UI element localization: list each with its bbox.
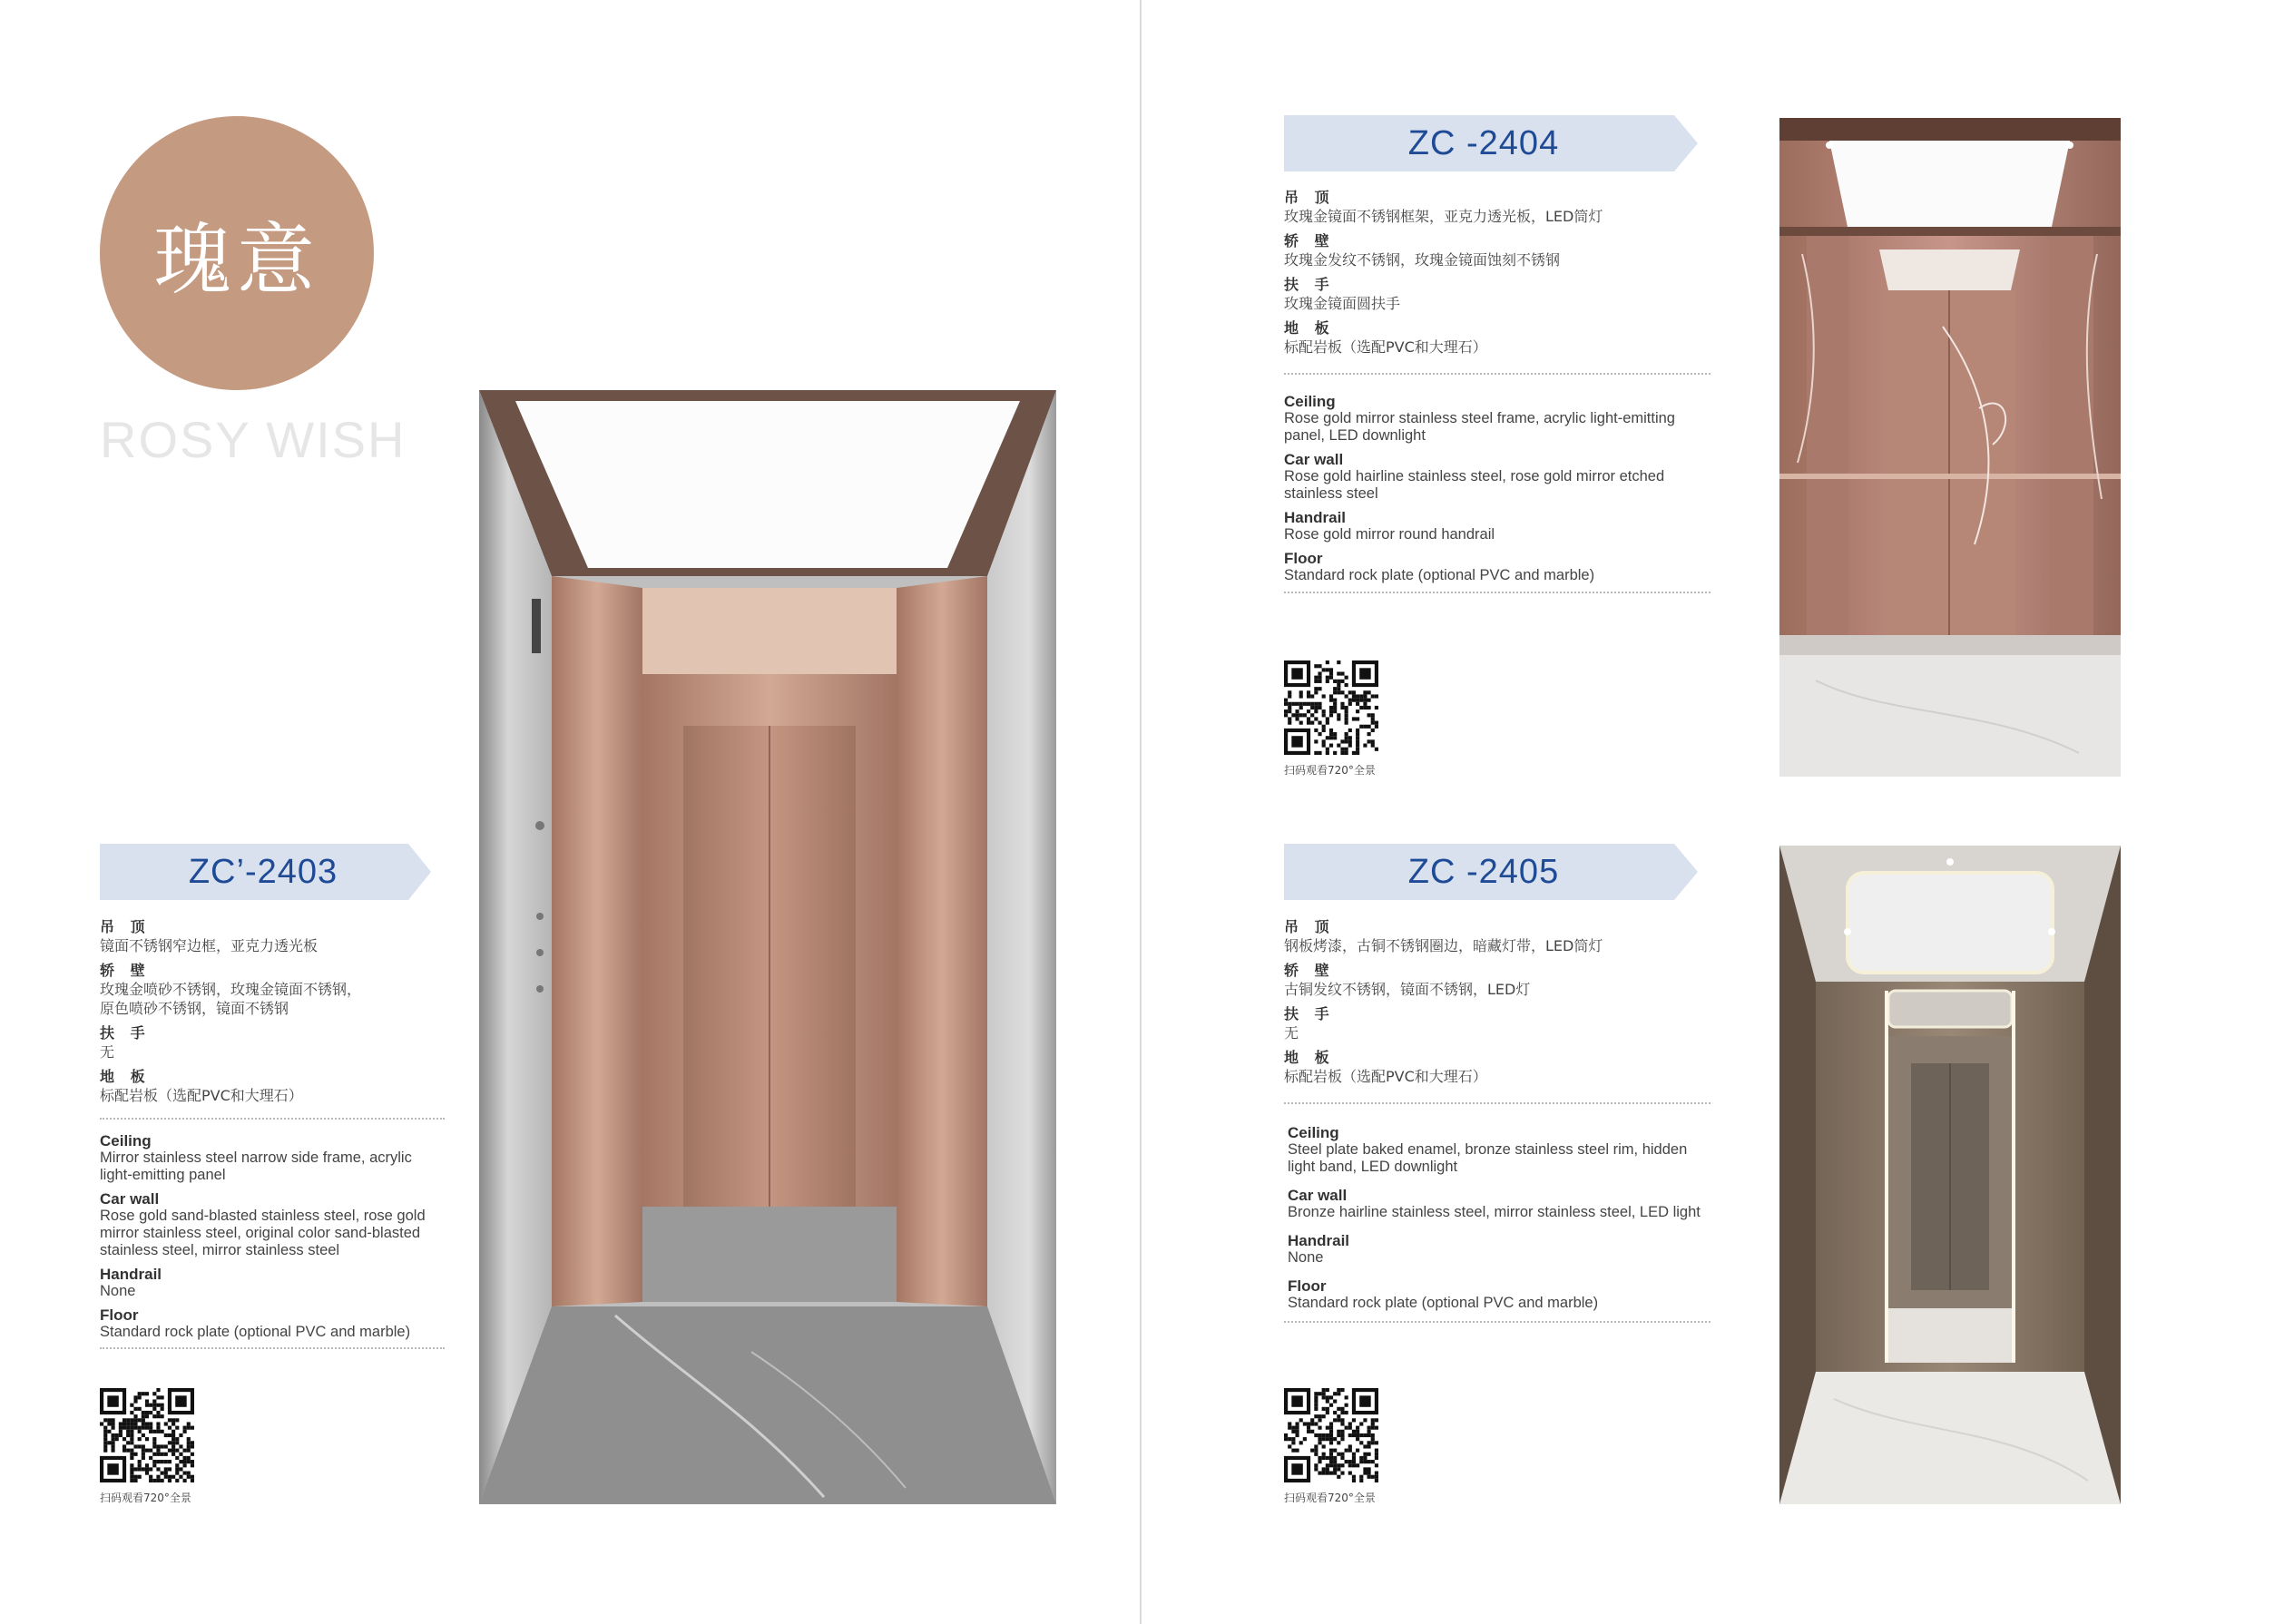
divider bbox=[100, 1118, 445, 1120]
en-ceiling-line2: light band, LED downlight bbox=[1288, 1159, 1458, 1175]
zh-floor: 标配岩板（选配PVC和大理石） bbox=[100, 1087, 303, 1104]
elevator-photo-2405 bbox=[1779, 846, 2121, 1504]
zh-floor-label: 地 板 bbox=[1284, 1049, 1335, 1066]
model-banner-2403 bbox=[100, 844, 431, 900]
divider bbox=[1284, 592, 1711, 593]
model-banner-2404 bbox=[1284, 115, 1698, 171]
en-handrail-label: Handrail bbox=[1284, 509, 1347, 526]
zh-ceiling-label: 吊 顶 bbox=[1284, 918, 1335, 935]
elevator-photo-2403 bbox=[479, 390, 1056, 1504]
en-handrail-label: Handrail bbox=[100, 1266, 162, 1283]
en-handrail: Rose gold mirror round handrail bbox=[1284, 526, 1495, 543]
en-ceiling-line2: light-emitting panel bbox=[100, 1167, 226, 1183]
en-ceiling-label: Ceiling bbox=[100, 1132, 152, 1150]
page-spine bbox=[1140, 0, 1142, 1624]
en-wall-line1: Bronze hairline stainless steel, mirror stainless steel, LED light bbox=[1288, 1204, 1701, 1220]
series-title-en: ROSY WISH bbox=[100, 411, 407, 468]
divider bbox=[1284, 373, 1711, 375]
model-code: ZC’-2403 bbox=[188, 852, 338, 891]
zh-handrail-label: 扶 手 bbox=[100, 1024, 151, 1042]
zh-handrail: 无 bbox=[1284, 1024, 1299, 1042]
en-wall-label: Car wall bbox=[100, 1190, 160, 1208]
zh-wall-line1: 玫瑰金发纹不锈钢，玫瑰金镜面蚀刻不锈钢 bbox=[1284, 251, 1561, 269]
qr-caption: 扫码观看720°全景 bbox=[100, 1492, 191, 1504]
zh-ceiling-label: 吊 顶 bbox=[1284, 189, 1335, 206]
en-floor: Standard rock plate (optional PVC and marble) bbox=[1288, 1295, 1599, 1311]
zh-ceiling: 镜面不锈钢窄边框，亚克力透光板 bbox=[100, 937, 319, 954]
en-ceiling-line1: Rose gold mirror stainless steel frame, acrylic light-emitting bbox=[1284, 410, 1675, 426]
zh-floor: 标配岩板（选配PVC和大理石） bbox=[1284, 338, 1487, 356]
en-floor: Standard rock plate (optional PVC and marble) bbox=[100, 1324, 411, 1340]
en-ceiling-label: Ceiling bbox=[1288, 1124, 1339, 1141]
en-floor-label: Floor bbox=[1284, 550, 1323, 567]
divider bbox=[1284, 1102, 1711, 1104]
zh-ceiling: 钢板烤漆，古铜不锈钢圈边，暗藏灯带，LED筒灯 bbox=[1284, 937, 1603, 954]
zh-wall-line1: 玫瑰金喷砂不锈钢，玫瑰金镜面不锈钢， bbox=[100, 981, 362, 998]
series-title-badge bbox=[100, 116, 374, 390]
en-wall-line2: mirror stainless steel, original color sand-blasted bbox=[100, 1225, 421, 1241]
zh-handrail-label: 扶 手 bbox=[1284, 276, 1335, 293]
qr-code-2403[interactable] bbox=[100, 1388, 194, 1482]
en-spec-group bbox=[1284, 1124, 1711, 1312]
spec-block-2403 bbox=[100, 918, 445, 1362]
qr-code-2404[interactable] bbox=[1284, 660, 1378, 755]
en-handrail-label: Handrail bbox=[1288, 1232, 1350, 1249]
spec-block-2404 bbox=[1284, 189, 1711, 606]
en-wall-label: Car wall bbox=[1288, 1187, 1348, 1204]
model-code: ZC -2405 bbox=[1407, 852, 1560, 891]
zh-wall-line1: 古铜发纹不锈钢，镜面不锈钢，LED灯 bbox=[1284, 981, 1531, 998]
en-ceiling-line1: Steel plate baked enamel, bronze stainless steel rim, hidden bbox=[1288, 1141, 1688, 1158]
zh-wall-label: 轿 壁 bbox=[1284, 232, 1335, 249]
model-banner-2405 bbox=[1284, 844, 1698, 900]
en-ceiling-line1: Mirror stainless steel narrow side frame, acrylic bbox=[100, 1150, 412, 1166]
en-floor: Standard rock plate (optional PVC and marble) bbox=[1284, 567, 1595, 583]
en-wall-line3: stainless steel, mirror stainless steel bbox=[100, 1242, 340, 1258]
en-ceiling-line2: panel, LED downlight bbox=[1284, 427, 1426, 444]
zh-handrail: 玫瑰金镜面圆扶手 bbox=[1284, 295, 1401, 312]
en-wall-line1: Rose gold hairline stainless steel, rose gold mirror etched bbox=[1284, 468, 1665, 484]
zh-wall-line2: 原色喷砂不锈钢，镜面不锈钢 bbox=[100, 1000, 289, 1017]
zh-floor-label: 地 板 bbox=[100, 1068, 151, 1085]
en-wall-label: Car wall bbox=[1284, 451, 1344, 468]
zh-floor-label: 地 板 bbox=[1284, 319, 1335, 337]
zh-wall-label: 轿 壁 bbox=[100, 962, 151, 979]
zh-floor: 标配岩板（选配PVC和大理石） bbox=[1284, 1068, 1487, 1085]
zh-wall-label: 轿 壁 bbox=[1284, 962, 1335, 979]
en-floor-label: Floor bbox=[1288, 1277, 1327, 1295]
spec-block-2405 bbox=[1284, 918, 1711, 1335]
qr-caption: 扫码观看720°全景 bbox=[1284, 1492, 1376, 1504]
en-ceiling-label: Ceiling bbox=[1284, 393, 1336, 410]
en-handrail: None bbox=[100, 1283, 136, 1299]
series-title-zh: 瑰意 bbox=[153, 215, 320, 306]
en-floor-label: Floor bbox=[100, 1306, 139, 1324]
model-code: ZC -2404 bbox=[1407, 123, 1560, 162]
zh-ceiling: 玫瑰金镜面不锈钢框架，亚克力透光板，LED筒灯 bbox=[1284, 208, 1603, 225]
zh-ceiling-label: 吊 顶 bbox=[100, 918, 151, 935]
zh-handrail-label: 扶 手 bbox=[1284, 1005, 1335, 1022]
qr-caption: 扫码观看720°全景 bbox=[1284, 764, 1376, 777]
en-wall-line2: stainless steel bbox=[1284, 485, 1378, 502]
qr-code-2405[interactable] bbox=[1284, 1388, 1378, 1482]
divider bbox=[100, 1347, 445, 1349]
en-handrail: None bbox=[1288, 1249, 1324, 1266]
zh-handrail: 无 bbox=[100, 1043, 115, 1061]
en-wall-line1: Rose gold sand-blasted stainless steel, rose gold bbox=[100, 1208, 426, 1224]
elevator-photo-2404 bbox=[1779, 118, 2121, 777]
divider bbox=[1284, 1321, 1711, 1323]
